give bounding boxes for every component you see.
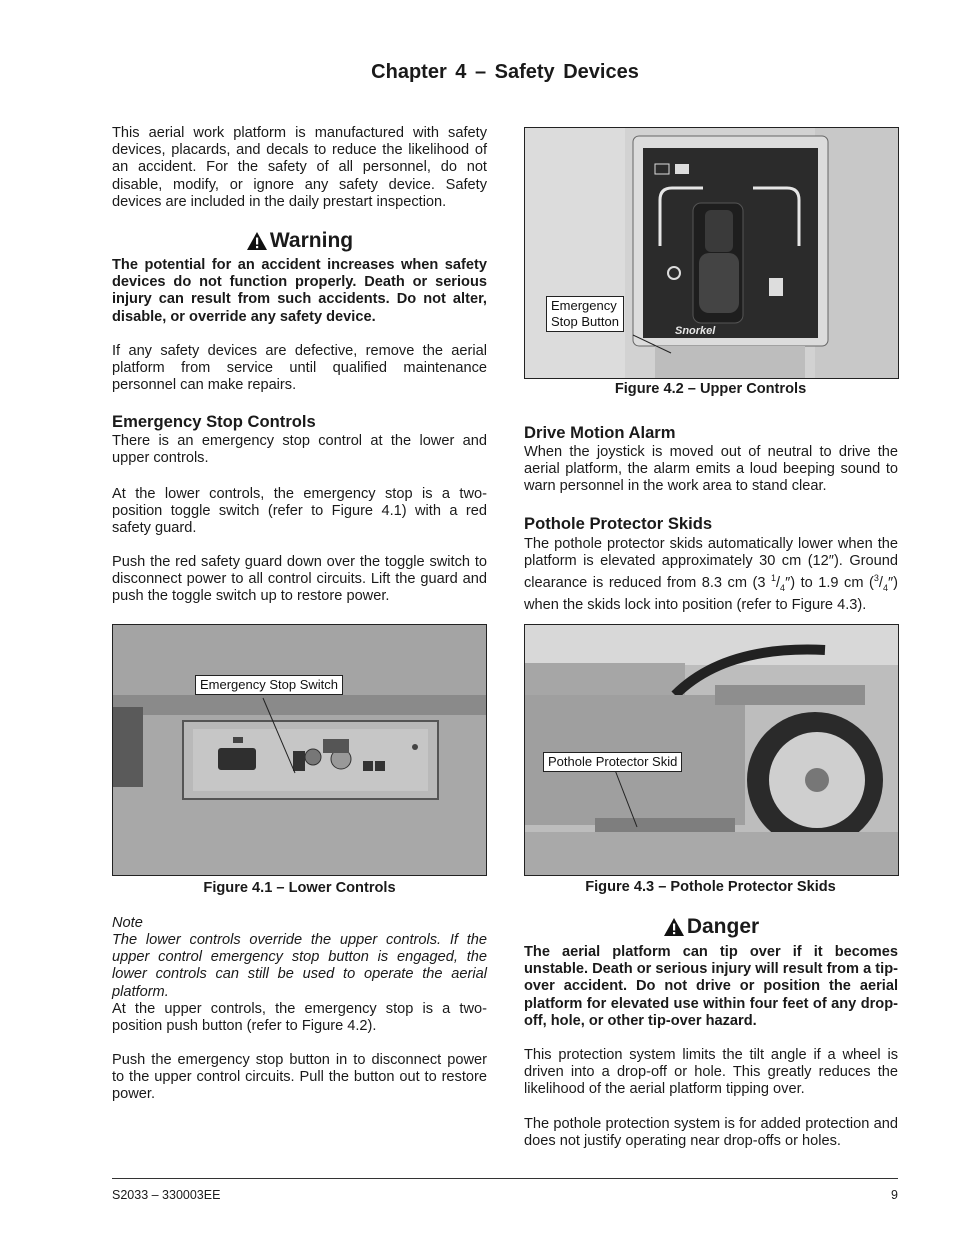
note-text: The lower controls override the upper controls. If the upper control emergency stop button is engaged, the lower controls can still be used to operate the aerial platform.	[112, 932, 487, 1000]
pothole-protector-skid-callout: Pothole Protector Skid	[543, 752, 682, 772]
drive-motion-alarm-heading: Drive Motion Alarm	[524, 423, 676, 442]
emergency-stop-switch-callout: Emergency Stop Switch	[195, 675, 343, 695]
danger-text: The aerial platform can tip over if it becomes unstable. Death or serious injury will result from a tip-over accident. Do not drive or position the aerial platform for elevated use within four feet of any drop-off, hole, or other tip-over hazard.	[524, 944, 898, 1029]
pothole-protector-text: The pothole protector skids automatically lower when the platform is elevated approximately 30 cm (12″). Ground clearance is reduced from 8.3 cm (3 $^1/_4''$) to 1.9 cm $(^3/_4'')$ when the skids lock into position (refer to Figure 4.3).	[524, 536, 898, 614]
danger-triangle-icon	[663, 917, 685, 937]
figure-pothole-skids-photo	[524, 624, 899, 876]
protection-paragraph-2: The pothole protection system is for added protection and does not justify operating near drop-offs or holes.	[524, 1116, 898, 1150]
emergency-stop-button-callout	[546, 296, 624, 332]
danger-heading	[524, 915, 898, 939]
drive-motion-alarm-text: When the joystick is moved out of neutral to drive the aerial platform, the alarm emits a loud beeping sound to warn personnel in the work area to stand clear.	[524, 444, 898, 495]
warning-text: The potential for an accident increases when safety devices do not function properly. Death or serious injury can result from such accidents. Do not alter, disable, or override any safety device.	[112, 257, 487, 325]
figure-lower-controls-photo	[112, 624, 487, 876]
snorkel-brand-text: Snorkel	[675, 325, 716, 337]
estop-heading: Emergency Stop Controls	[112, 412, 316, 431]
pothole-protector-heading: Pothole Protector Skids	[524, 514, 713, 533]
footer-doc-id: S2033 – 330003EE	[112, 1188, 221, 1202]
figure-upper-controls-photo	[524, 127, 899, 379]
figure-4-1-caption: Figure 4.1 – Lower Controls	[203, 880, 396, 896]
estop-paragraph-3: Push the red safety guard down over the toggle switch to disconnect power to all control circuits. Lift the guard and push the toggle switch up to restore power.	[112, 554, 487, 605]
note-label: Note	[112, 915, 143, 931]
callout-line-2: Stop Button	[551, 314, 619, 329]
callout-line-1: Emergency	[551, 298, 617, 313]
protection-paragraph-1: This protection system limits the tilt angle if a wheel is driven into a drop-off or hole. This greatly reduces the likelihood of the aerial platform tipping over.	[524, 1047, 898, 1098]
upper-controls-paragraph-2: Push the emergency stop button in to disconnect power to the upper control circuits. Pull the button out to restore power.	[112, 1052, 487, 1103]
danger-heading-text: Danger	[686, 915, 760, 938]
estop-paragraph-1: There is an emergency stop control at the lower and upper controls.	[112, 433, 487, 467]
footer-rule	[112, 1178, 898, 1179]
intro-paragraph: This aerial work platform is manufactured with safety devices, placards, and decals to reduce the likelihood of an accident. For the safety of all personnel, do not disable, modify, or ignore any safety device. Safety devices are included in the daily prestart inspection.	[112, 125, 487, 210]
figure-4-2-caption: Figure 4.2 – Upper Controls	[614, 381, 807, 397]
footer-page-number: 9	[891, 1188, 898, 1202]
warning-heading	[112, 229, 487, 253]
upper-controls-paragraph-1: At the upper controls, the emergency stop is a two-position push button (refer to Figure 4.2).	[112, 1001, 487, 1035]
figure-4-3-caption: Figure 4.3 – Pothole Protector Skids	[585, 879, 836, 895]
warning-heading-text: Warning	[269, 229, 354, 252]
estop-paragraph-2: At the lower controls, the emergency stop is a two-position toggle switch (refer to Figure 4.1) with a red safety guard.	[112, 486, 487, 537]
page-title: Chapter 4 – Safety Devices	[371, 61, 639, 83]
defective-paragraph: If any safety devices are defective, remove the aerial platform from service until qualified maintenance personnel can make repairs.	[112, 343, 487, 394]
warning-triangle-icon	[246, 231, 268, 251]
